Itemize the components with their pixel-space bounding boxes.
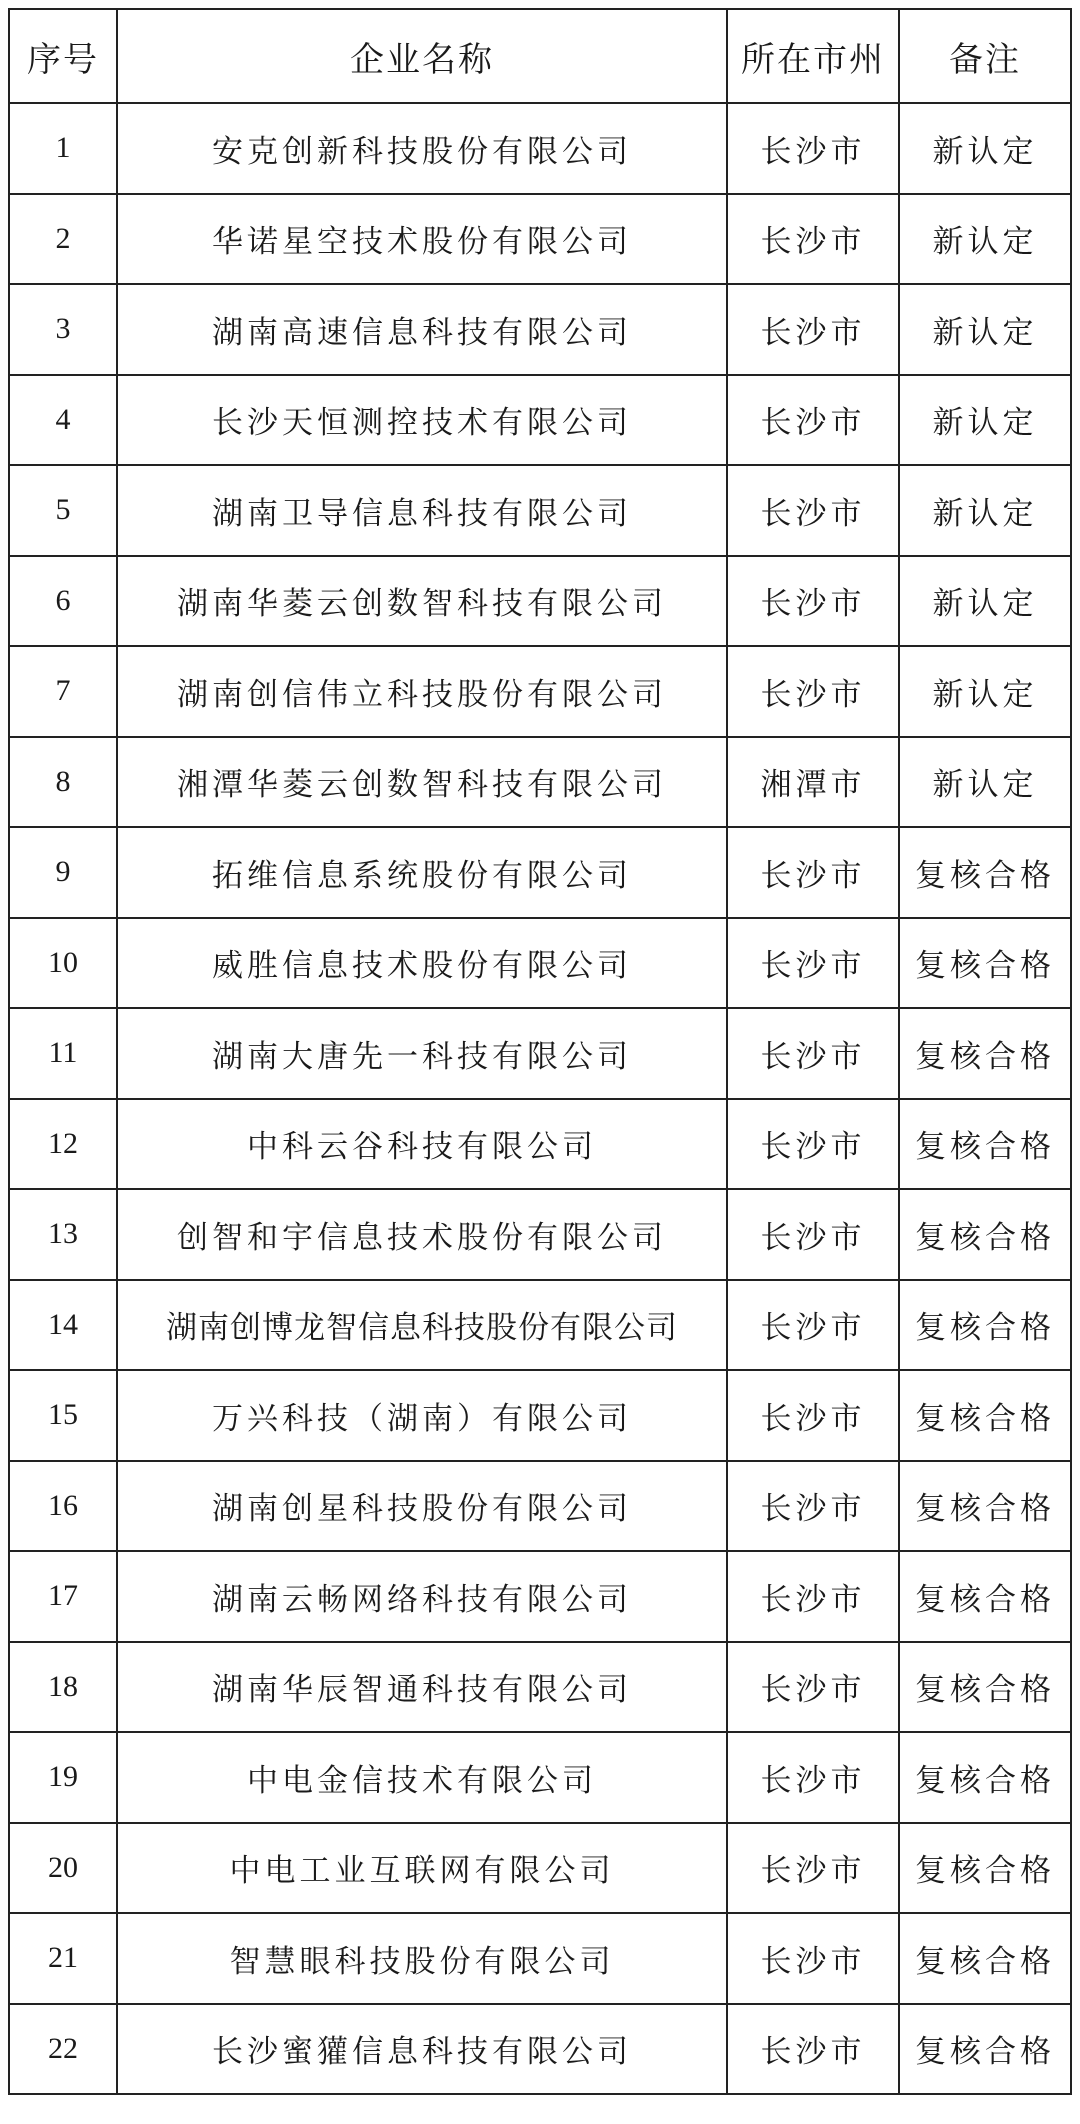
remark: 新认定 [899, 284, 1071, 375]
enterprise-name: 中科云谷科技有限公司 [117, 1099, 727, 1190]
city-name: 长沙市 [727, 1008, 899, 1099]
row-number: 17 [9, 1551, 117, 1642]
table-row [9, 2004, 1071, 2095]
enterprise-name: 湖南华菱云创数智科技有限公司 [117, 556, 727, 647]
enterprise-name: 安克创新科技股份有限公司 [117, 103, 727, 194]
header-row [9, 9, 1071, 103]
remark: 复核合格 [899, 1008, 1071, 1099]
row-number: 12 [9, 1099, 117, 1190]
row-number: 15 [9, 1370, 117, 1461]
row-number: 10 [9, 918, 117, 1009]
row-number: 11 [9, 1008, 117, 1099]
city-name: 长沙市 [727, 827, 899, 918]
city-name: 长沙市 [727, 1823, 899, 1914]
row-number: 2 [9, 194, 117, 285]
city-name: 长沙市 [727, 1732, 899, 1823]
city-name: 长沙市 [727, 2004, 899, 2095]
enterprise-name: 湖南创星科技股份有限公司 [117, 1461, 727, 1552]
row-number: 5 [9, 465, 117, 556]
table-row [9, 1913, 1071, 2004]
enterprise-name: 湖南创信伟立科技股份有限公司 [117, 646, 727, 737]
remark: 复核合格 [899, 1461, 1071, 1552]
city-name: 长沙市 [727, 1370, 899, 1461]
header-note: 备注 [899, 9, 1071, 103]
table-row [9, 1008, 1071, 1099]
row-number: 3 [9, 284, 117, 375]
city-name: 长沙市 [727, 556, 899, 647]
enterprise-table [8, 8, 1072, 2095]
row-number: 16 [9, 1461, 117, 1552]
enterprise-name: 湖南华辰智通科技有限公司 [117, 1642, 727, 1733]
remark: 新认定 [899, 556, 1071, 647]
city-name: 长沙市 [727, 646, 899, 737]
row-number: 18 [9, 1642, 117, 1733]
remark: 复核合格 [899, 918, 1071, 1009]
city-name: 长沙市 [727, 375, 899, 466]
enterprise-name: 长沙天恒测控技术有限公司 [117, 375, 727, 466]
row-number: 4 [9, 375, 117, 466]
table-row [9, 465, 1071, 556]
city-name: 长沙市 [727, 1280, 899, 1371]
city-name: 长沙市 [727, 284, 899, 375]
remark: 复核合格 [899, 1642, 1071, 1733]
table-row [9, 1370, 1071, 1461]
enterprise-name: 湖南高速信息科技有限公司 [117, 284, 727, 375]
city-name: 长沙市 [727, 194, 899, 285]
table-row [9, 1189, 1071, 1280]
enterprise-name: 湘潭华菱云创数智科技有限公司 [117, 737, 727, 828]
table-body [9, 103, 1071, 2094]
row-number: 13 [9, 1189, 117, 1280]
remark: 新认定 [899, 646, 1071, 737]
city-name: 长沙市 [727, 1099, 899, 1190]
table-row [9, 103, 1071, 194]
row-number: 1 [9, 103, 117, 194]
remark: 新认定 [899, 465, 1071, 556]
table-row [9, 1461, 1071, 1552]
table-row [9, 375, 1071, 466]
header-name: 企业名称 [117, 9, 727, 103]
table-row [9, 646, 1071, 737]
remark: 复核合格 [899, 1280, 1071, 1371]
remark: 复核合格 [899, 827, 1071, 918]
remark: 新认定 [899, 194, 1071, 285]
row-number: 22 [9, 2004, 117, 2095]
table-row [9, 1732, 1071, 1823]
row-number: 21 [9, 1913, 117, 2004]
city-name: 长沙市 [727, 1913, 899, 2004]
enterprise-name: 万兴科技（湖南）有限公司 [117, 1370, 727, 1461]
row-number: 8 [9, 737, 117, 828]
enterprise-name: 中电工业互联网有限公司 [117, 1823, 727, 1914]
row-number: 20 [9, 1823, 117, 1914]
remark: 复核合格 [899, 2004, 1071, 2095]
enterprise-name: 创智和宇信息技术股份有限公司 [117, 1189, 727, 1280]
enterprise-name: 中电金信技术有限公司 [117, 1732, 727, 1823]
remark: 新认定 [899, 737, 1071, 828]
row-number: 6 [9, 556, 117, 647]
city-name: 湘潭市 [727, 737, 899, 828]
city-name: 长沙市 [727, 1642, 899, 1733]
enterprise-name: 拓维信息系统股份有限公司 [117, 827, 727, 918]
city-name: 长沙市 [727, 103, 899, 194]
city-name: 长沙市 [727, 1189, 899, 1280]
enterprise-name: 华诺星空技术股份有限公司 [117, 194, 727, 285]
enterprise-name: 湖南创博龙智信息科技股份有限公司 [117, 1280, 727, 1371]
row-number: 9 [9, 827, 117, 918]
enterprise-name: 湖南卫导信息科技有限公司 [117, 465, 727, 556]
table-row [9, 1823, 1071, 1914]
remark: 复核合格 [899, 1732, 1071, 1823]
remark: 复核合格 [899, 1370, 1071, 1461]
header-no: 序号 [9, 9, 117, 103]
remark: 复核合格 [899, 1823, 1071, 1914]
remark: 新认定 [899, 103, 1071, 194]
table-row [9, 284, 1071, 375]
remark: 复核合格 [899, 1551, 1071, 1642]
table-row [9, 194, 1071, 285]
table-header [9, 9, 1071, 103]
document-page [8, 8, 1072, 2095]
city-name: 长沙市 [727, 1461, 899, 1552]
table-row [9, 1551, 1071, 1642]
table-row [9, 1642, 1071, 1733]
city-name: 长沙市 [727, 465, 899, 556]
remark: 复核合格 [899, 1099, 1071, 1190]
enterprise-name: 智慧眼科技股份有限公司 [117, 1913, 727, 2004]
enterprise-name: 威胜信息技术股份有限公司 [117, 918, 727, 1009]
city-name: 长沙市 [727, 1551, 899, 1642]
table-row [9, 737, 1071, 828]
enterprise-name: 湖南大唐先一科技有限公司 [117, 1008, 727, 1099]
enterprise-name: 长沙蜜獾信息科技有限公司 [117, 2004, 727, 2095]
remark: 复核合格 [899, 1913, 1071, 2004]
city-name: 长沙市 [727, 918, 899, 1009]
row-number: 14 [9, 1280, 117, 1371]
remark: 复核合格 [899, 1189, 1071, 1280]
table-row [9, 918, 1071, 1009]
row-number: 7 [9, 646, 117, 737]
enterprise-name: 湖南云畅网络科技有限公司 [117, 1551, 727, 1642]
table-row [9, 1280, 1071, 1371]
table-row [9, 827, 1071, 918]
table-row [9, 1099, 1071, 1190]
header-city: 所在市州 [727, 9, 899, 103]
table-row [9, 556, 1071, 647]
remark: 新认定 [899, 375, 1071, 466]
row-number: 19 [9, 1732, 117, 1823]
